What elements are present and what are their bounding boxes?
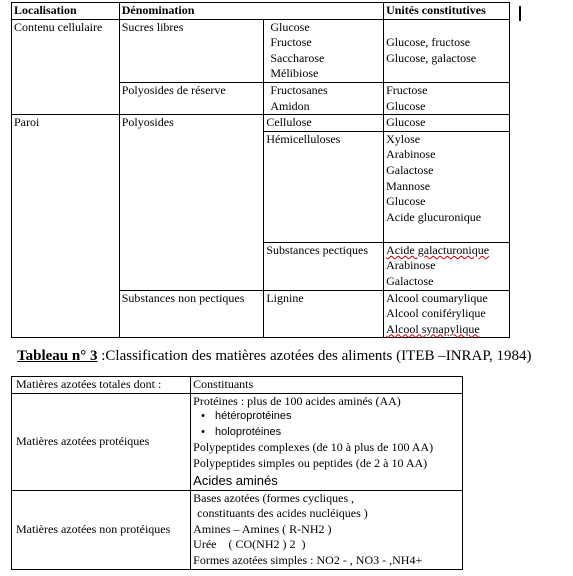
- list-item: Urée ( CO(NH2 ) 2 ): [193, 537, 306, 552]
- cell-localisation-contenu: Contenu cellulaire: [12, 19, 120, 115]
- table-caption: [17, 348, 532, 365]
- table-row: [12, 115, 510, 132]
- cell-hemicelluloses: Hémicelluloses: [264, 131, 384, 242]
- list-item: Saccharose: [270, 50, 325, 65]
- list-item: Fructose: [386, 82, 428, 97]
- table-row: [12, 393, 463, 490]
- list-item: Polypeptides complexes (de 10 à plus de 100 AA): [193, 440, 434, 455]
- cell-proteiques-label: Matières azotées protéiques: [12, 393, 191, 490]
- list-item: Arabinose: [386, 147, 436, 162]
- list-item: Fructosanes: [270, 82, 328, 97]
- list-item: • hétéroprotéines: [193, 409, 460, 425]
- cell-unites-reserve: [384, 82, 510, 114]
- cell-non-proteiques-label: Matières azotées non protéiques: [12, 490, 191, 569]
- list-item: Bases azotées (formes cycliques ,: [193, 490, 355, 505]
- list-item: Protéines : plus de 100 acides aminés (AA): [193, 393, 401, 408]
- cell-denomination-sucres: Sucres libres: [119, 19, 264, 82]
- list-item: Acide glucuronique: [386, 209, 482, 224]
- list-item: Formes azotées simples : NO2 - , NO3 - ,NH4+: [193, 552, 423, 567]
- list-item: Glucose, fructose: [386, 35, 471, 50]
- cell-localisation-paroi: Paroi: [12, 115, 120, 338]
- cell-denomination-reserve: Polyosides de réserve: [119, 82, 264, 114]
- table-row: [12, 490, 463, 569]
- caption-label: Tableau n° 3: [17, 348, 98, 364]
- nitrogen-table: [11, 376, 463, 570]
- list-item: Glucose, galactose: [386, 50, 477, 65]
- list-item: Alcool coniférylique: [386, 306, 486, 321]
- table-row: [12, 19, 510, 82]
- cell-unites-hemicelluloses: [384, 131, 510, 242]
- list-item: Amidon: [270, 98, 310, 113]
- cell-denomination-non-pectiques: Substances non pectiques: [119, 290, 264, 338]
- list-item: Acide galacturonique: [386, 242, 490, 257]
- carbohydrate-table: [11, 2, 510, 338]
- header-blank: [264, 3, 384, 20]
- list-item: • holoprotéines: [193, 425, 460, 441]
- cell-unites-lignine: [384, 290, 510, 338]
- list-item: Alcool synapylique: [386, 321, 480, 336]
- list-item: constituants des acides nucléiques ): [197, 506, 368, 521]
- header-denomination: Dénomination: [119, 3, 264, 20]
- cell-unites-sucres: [384, 19, 510, 82]
- header-localisation: Localisation: [12, 3, 120, 20]
- cell-lignine: Lignine: [264, 290, 384, 338]
- list-item: Galactose: [386, 273, 434, 288]
- cell-pectiques: Substances pectiques: [264, 242, 384, 290]
- cell-cellulose: Cellulose: [264, 115, 384, 132]
- list-item: Amines – Amines ( R-NH2 ): [193, 521, 332, 536]
- list-item: Glucose: [386, 194, 426, 209]
- cell-non-proteiques-constituants: [191, 490, 463, 569]
- list-item: Alcool coumarylique: [386, 290, 488, 305]
- list-item: Xylose: [386, 131, 421, 146]
- list-item: [386, 20, 507, 36]
- list-item: [386, 66, 507, 82]
- list-item: Mannose: [386, 178, 431, 193]
- list-item: Galactose: [386, 162, 434, 177]
- cell-unites-pectiques: [384, 242, 510, 290]
- cell-proteiques-constituants: [191, 393, 463, 490]
- list-item: Polypeptides simples ou peptides (de 2 à 10 AA): [193, 455, 428, 470]
- cell-items-reserve: [264, 82, 384, 114]
- table-header-row: [12, 3, 510, 20]
- cell-unites-cellulose: Glucose: [384, 115, 510, 132]
- cell-items-sucres: [264, 19, 384, 82]
- header-constituants: Constituants: [191, 377, 463, 394]
- header-matieres: Matières azotées totales dont :: [12, 377, 191, 394]
- list-item: Glucose: [270, 19, 310, 34]
- text-cursor: [519, 6, 521, 21]
- list-item: Mélibiose: [270, 66, 319, 81]
- caption-text: :Classification des matières azotées des aliments (ITEB –INRAP, 1984): [97, 348, 532, 364]
- list-item: Glucose: [386, 98, 426, 113]
- cell-denomination-polyosides: Polyosides: [119, 115, 264, 290]
- table-header-row: [12, 377, 463, 394]
- list-item: Acides aminés: [193, 472, 278, 488]
- list-item: Fructose: [270, 35, 312, 50]
- list-item: Arabinose: [386, 258, 436, 273]
- header-unites: Unités constitutives: [384, 3, 510, 20]
